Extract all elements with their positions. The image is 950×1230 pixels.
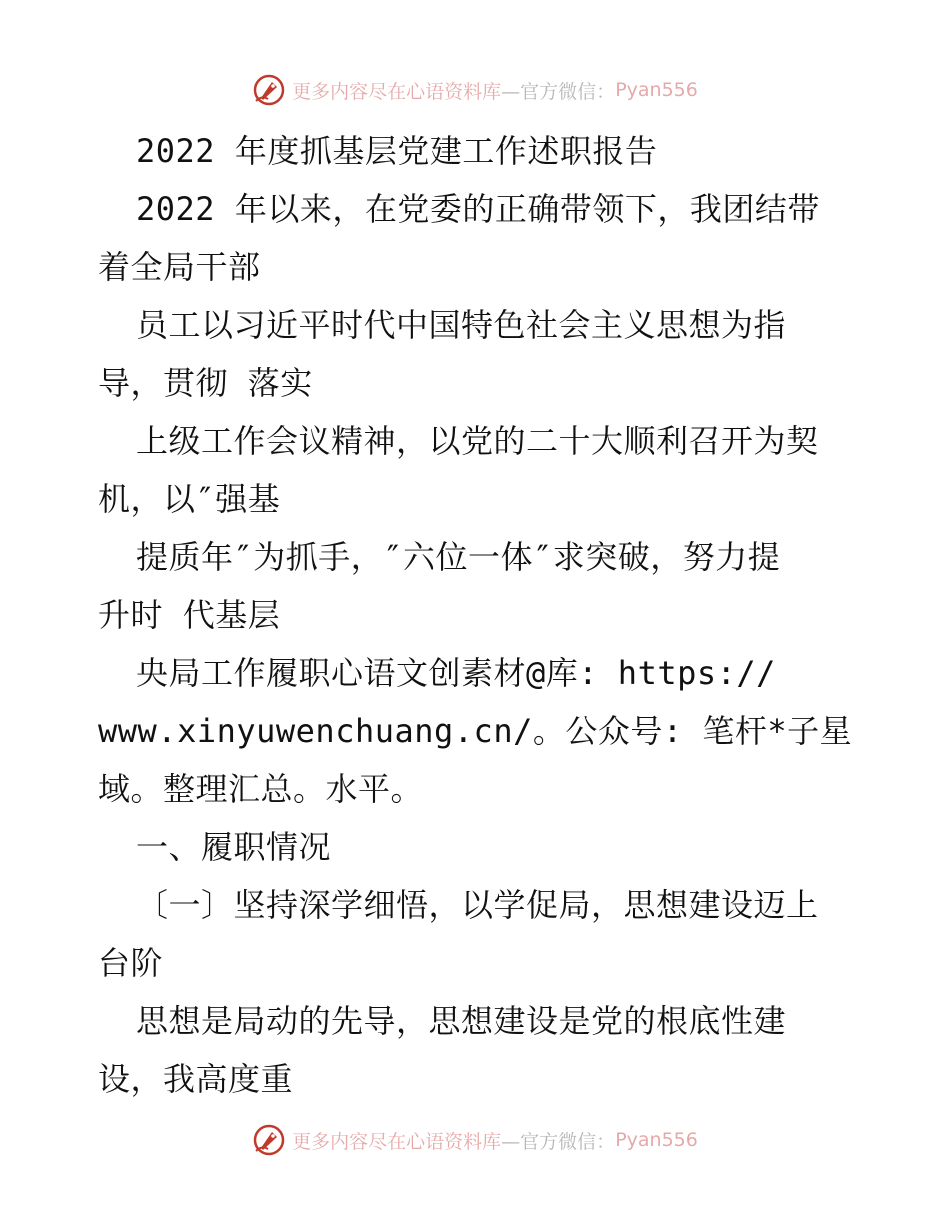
paragraph-line: 2022 年以来，在党委的正确带领下，我团结带 — [136, 190, 820, 228]
paragraph-line: 思想是局动的先导，思想建设是党的根底性建 — [136, 1002, 787, 1040]
header-banner — [0, 70, 950, 110]
paragraph-line: 升时 代基层 — [98, 596, 281, 634]
paragraph-line: 着全局干部 — [98, 248, 261, 286]
section-heading: 一、履职情况 — [136, 828, 332, 866]
paragraph-line: 上级工作会议精神，以党的二十大顺利召开为契 — [136, 422, 819, 460]
banner-sub-text: —官方微信： — [501, 1130, 616, 1153]
paragraph-line: 设，我高度重 — [98, 1060, 294, 1098]
paragraph-line: 提质年″为抓手，″六位一体″求突破，努力提 — [136, 538, 781, 576]
banner-account: Pyan556 — [615, 1129, 698, 1151]
pen-nib-logo-icon — [252, 1123, 286, 1157]
paragraph-line: www.xinyuwenchuang.cn/。公众号: 笔杆*子星 — [98, 712, 853, 750]
subsection-heading: 〔一〕坚持深学细悟，以学促局，思想建设迈上 — [136, 886, 819, 924]
paragraph-line: 域。整理汇总。水平。 — [98, 770, 424, 808]
paragraph-line: 机，以″强基 — [98, 480, 281, 518]
banner-main-text: 更多内容尽在心语资料库 — [292, 1130, 502, 1153]
banner-main-text: 更多内容尽在心语资料库 — [292, 80, 502, 103]
banner-account: Pyan556 — [615, 79, 698, 101]
document-body — [98, 122, 858, 1108]
paragraph-line: 导，贯彻 落实 — [98, 364, 313, 402]
banner-sub-text: —官方微信： — [501, 80, 616, 103]
pen-nib-logo-icon — [252, 73, 286, 107]
paragraph-line: 员工以习近平时代中国特色社会主义思想为指 — [136, 306, 787, 344]
document-title: 2022 年度抓基层党建工作述职报告 — [136, 132, 658, 170]
footer-banner — [0, 1120, 950, 1160]
paragraph-line: 央局工作履职心语文创素材@库: https:// — [136, 654, 776, 692]
subsection-heading-cont: 台阶 — [98, 944, 164, 982]
